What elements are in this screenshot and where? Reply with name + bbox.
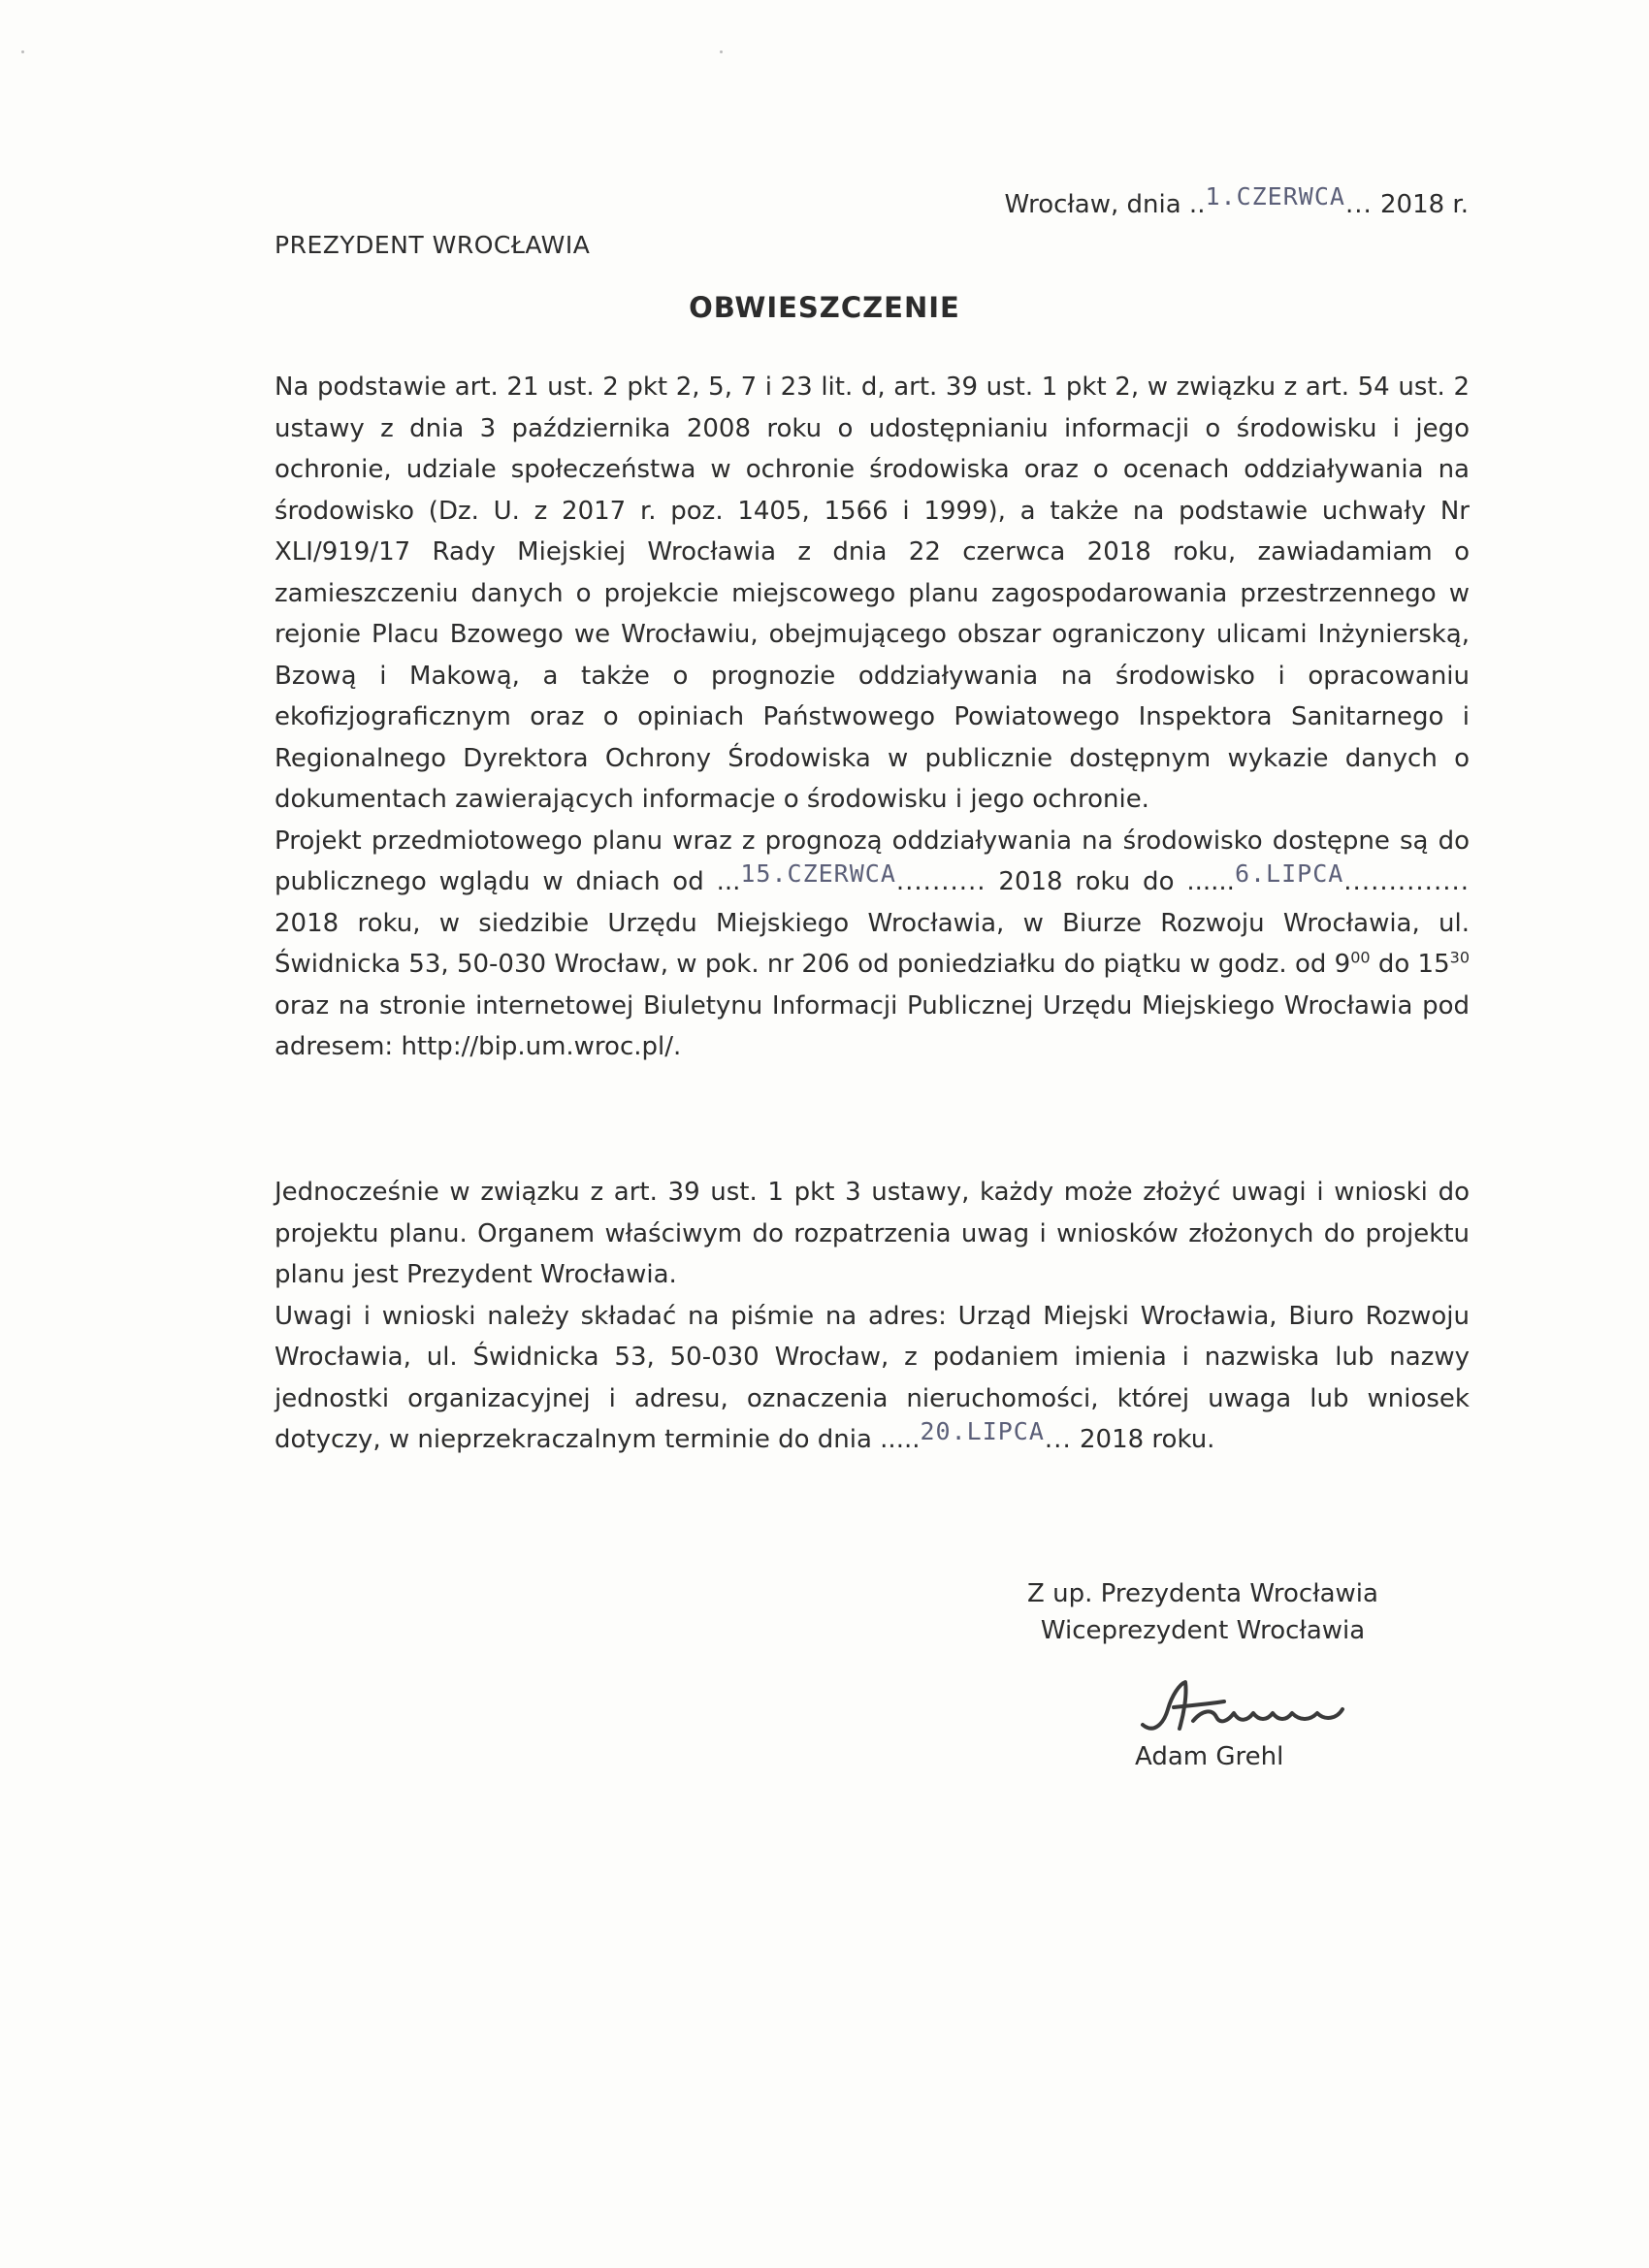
handwritten-to-date: 6.LIPCA xyxy=(1234,859,1344,888)
p2-after-to: 2018 roku, w siedzibie Urzędu Miejskiego Wrocławia, w Biurze Rozwoju Wrocławia, ul. Świdnicka 53, 50-030 Wrocław, w pok. nr 206 od poniedziałku do piątku w godz. od 9 xyxy=(275,908,1470,979)
p4-before: Uwagi i wnioski należy składać na piśmie na adres: Urząd Miejski Wrocławia, Biuro Rozwoju Wrocławia, ul. Świdnicka 53, 50-030 Wrocław, z podaniem imienia i nazwiska lub nazwy jednostki organizacyjnej i adresu, oznaczenia nieruchomości, której uwaga lub wniosek dotyczy, w nieprzekraczalnym terminie do dnia ..... xyxy=(275,1301,1470,1454)
p2-between: 2018 roku do ...... xyxy=(986,867,1235,896)
paragraph-legal-basis: Na podstawie art. 21 ust. 2 pkt 2, 5, 7 i 23 lit. d, art. 39 ust. 1 pkt 2, w związku z art. 54 ust. 2 ustawy z dnia 3 października 2008 roku o udostępnianiu informacji o środowisku i jego ochronie, udziale społeczeństwa w ochronie środowiska oraz o ocenach oddziaływania na środowisko (Dz. U. z 2017 r. poz. 1405, 1566 i 1999), a także na podstawie uchwały Nr XLI/919/17 Rady Miejskiej Wrocławia z dnia 22 czerwca 2018 roku, zawiadamiam o zamieszczeniu danych o projekcie miejscowego planu zagospodarowania przestrzennego w rejonie Placu Bzowego we Wrocławiu, obejmującego obszar ograniczony ulicami Inżynierską, Bzową i Makową, a także o prognozie oddziaływania na środowisko i opracowaniu ekofizjograficznym oraz o opiniach Państwowego Powiatowego Inspektora Sanitarnego i Regionalnego Dyrektora Ochrony Środowiska w publicznie dostępnym wykazie danych o dokumentach zawierających informacje o środowisku i jego ochronie. xyxy=(275,373,1470,814)
place-date-prefix: Wrocław, dnia .. xyxy=(1004,190,1206,219)
paragraph-remarks-right: Jednocześnie w związku z art. 39 ust. 1 pkt 3 ustawy, każdy może złożyć uwagi i wnioski do projektu planu. Organem właściwym do rozpatrzenia uwag i wniosków złożonych do projektu planu jest Prezydent Wrocławia. xyxy=(275,1178,1470,1289)
paragraph-public-access xyxy=(275,821,1470,1068)
signer-name: Adam Grehl xyxy=(1135,1742,1284,1771)
body-remarks xyxy=(275,1172,1470,1461)
p2-end: oraz na stronie internetowej Biuletynu Informacji Publicznej Urzędu Miejskiego Wrocławia pod adresem: http://bip.um.wroc.pl/. xyxy=(275,990,1470,1061)
hour-to-sup: 30 xyxy=(1449,948,1470,967)
signature-line-1: Z up. Prezydenta Wrocławia xyxy=(1027,1579,1378,1608)
document-title: OBWIESZCZENIE xyxy=(689,291,960,324)
scan-speck xyxy=(720,50,723,53)
handwritten-date: 1.CZERWCA xyxy=(1205,182,1345,211)
issuer: PREZYDENT WROCŁAWIA xyxy=(275,231,591,259)
p4-after: 2018 roku. xyxy=(1071,1425,1215,1454)
place-date-dots: ... xyxy=(1344,190,1373,219)
scan-speck xyxy=(21,50,24,53)
p2-before-from: Projekt przedmiotowego planu wraz z prognozą oddziaływania na środowisko dostępne są do publicznego wglądu w dniach od ... xyxy=(275,826,1470,896)
p4-dots: ... xyxy=(1044,1425,1072,1454)
p2-dots-after-from: .......... xyxy=(895,867,986,896)
body-main xyxy=(275,367,1470,1068)
signature-block xyxy=(1009,1575,1397,1649)
handwritten-signature xyxy=(1135,1667,1387,1754)
signature-line-2: Wiceprezydent Wrocławia xyxy=(1040,1616,1366,1645)
p2-mid-hours: do 15 xyxy=(1370,950,1450,979)
paragraph-remarks-submission xyxy=(275,1296,1470,1461)
p2-dots-after-to: .............. xyxy=(1343,867,1471,896)
handwritten-from-date: 15.CZERWCA xyxy=(740,859,896,888)
hour-from-sup: 00 xyxy=(1350,948,1371,967)
place-date-suffix: 2018 r. xyxy=(1372,190,1469,219)
place-and-date xyxy=(1004,182,1469,219)
handwritten-deadline: 20.LIPCA xyxy=(920,1417,1045,1445)
